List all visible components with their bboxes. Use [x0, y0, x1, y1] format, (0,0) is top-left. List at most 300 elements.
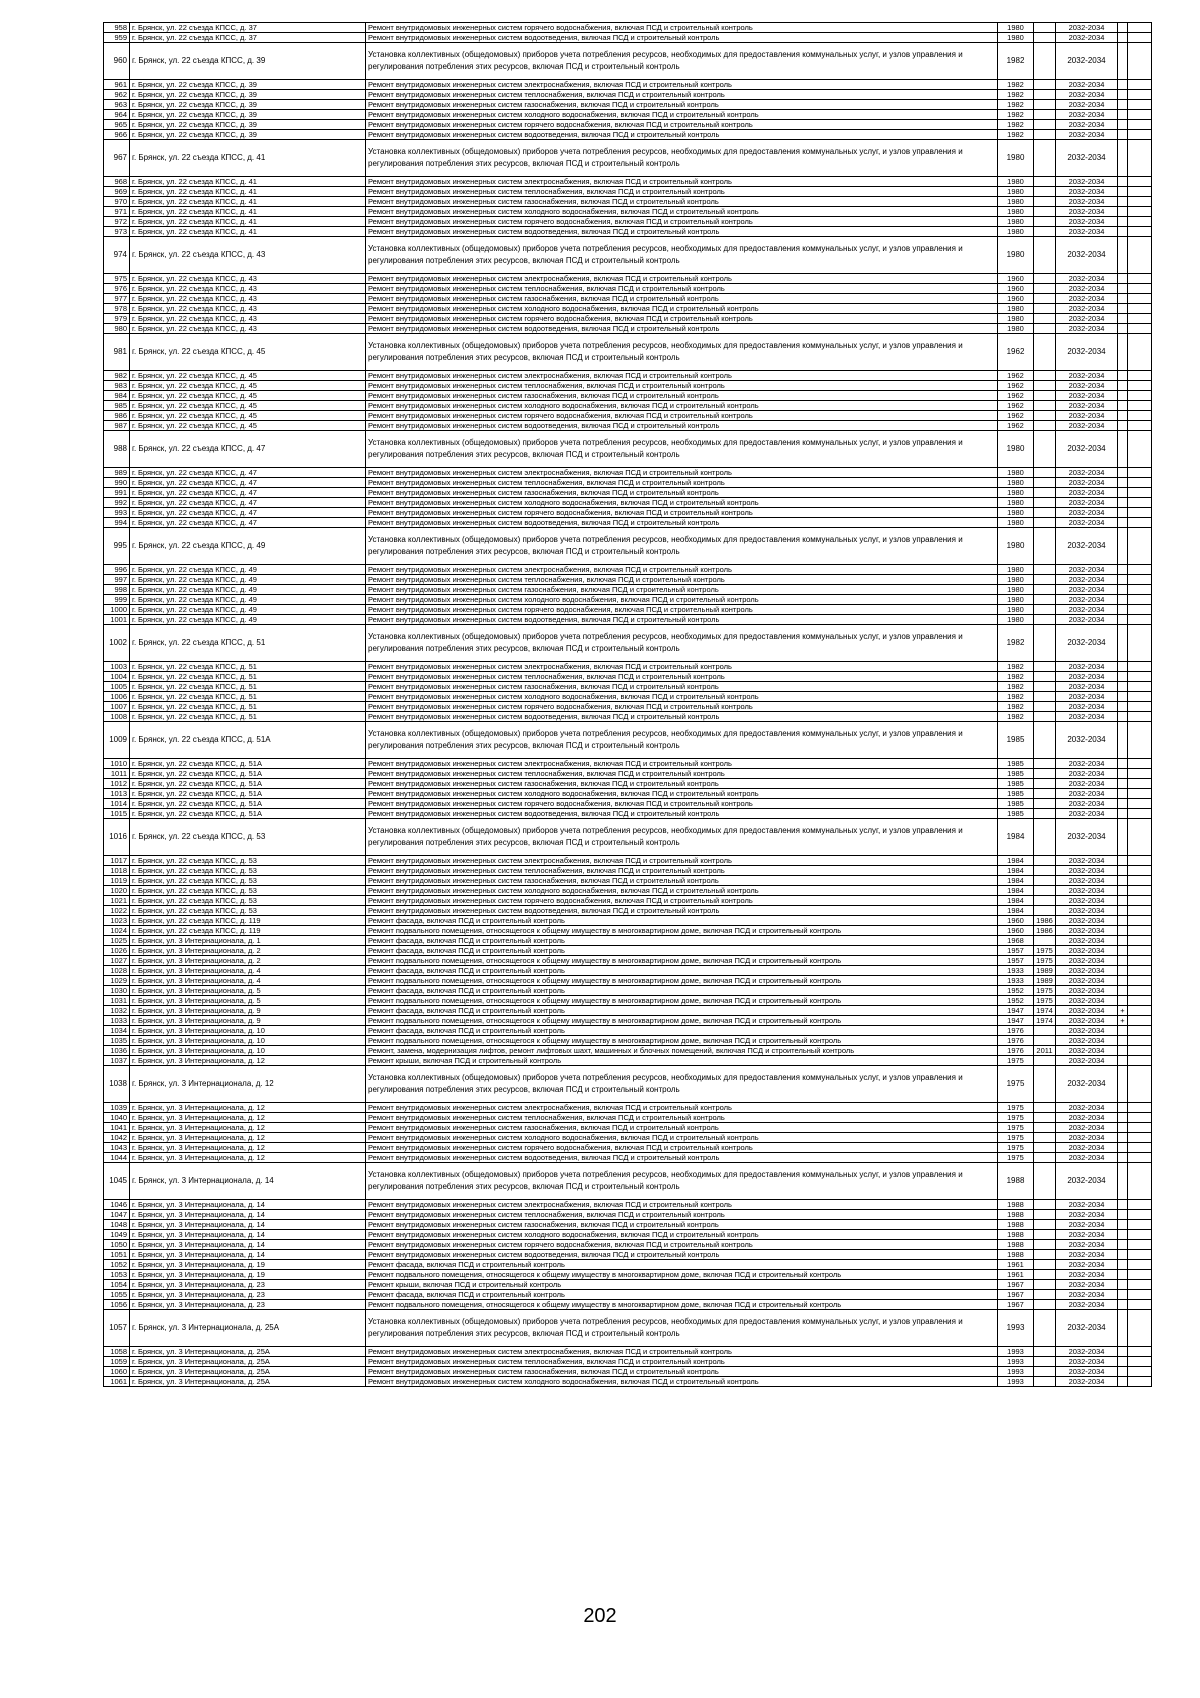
empty-cell — [1128, 294, 1152, 304]
row-number: 971 — [104, 207, 130, 217]
planned-period-cell: 2032-2034 — [1056, 1200, 1118, 1210]
address-cell: г. Брянск, ул. 22 съезда КПСС, д. 39 — [130, 43, 366, 80]
empty-cell — [1128, 876, 1152, 886]
flag-cell — [1118, 565, 1128, 575]
planned-period-cell: 2032-2034 — [1056, 478, 1118, 488]
empty-cell — [1128, 1103, 1152, 1113]
flag-cell — [1118, 314, 1128, 324]
row-number: 1009 — [104, 722, 130, 759]
flag-cell — [1118, 986, 1128, 996]
work-type-cell: Ремонт внутридомовых инженерных систем газоснабжения, включая ПСД и строительный контроль — [366, 1123, 998, 1133]
planned-period-cell: 2032-2034 — [1056, 1250, 1118, 1260]
planned-period-cell: 2032-2034 — [1056, 1220, 1118, 1230]
flag-cell — [1118, 1026, 1128, 1036]
address-cell: г. Брянск, ул. 3 Интернационала, д. 14 — [130, 1220, 366, 1230]
last-repair-year-cell — [1034, 886, 1056, 896]
build-year-cell: 1982 — [998, 43, 1034, 80]
last-repair-year-cell — [1034, 1250, 1056, 1260]
build-year-cell: 1993 — [998, 1357, 1034, 1367]
table-row — [104, 1200, 1152, 1210]
table-row — [104, 237, 1152, 274]
address-cell: г. Брянск, ул. 22 съезда КПСС, д. 47 — [130, 498, 366, 508]
empty-cell — [1128, 274, 1152, 284]
address-cell: г. Брянск, ул. 22 съезда КПСС, д. 45 — [130, 401, 366, 411]
flag-cell — [1118, 478, 1128, 488]
table-row — [104, 468, 1152, 478]
flag-cell — [1118, 1046, 1128, 1056]
address-cell: г. Брянск, ул. 22 съезда КПСС, д. 39 — [130, 80, 366, 90]
flag-cell — [1118, 976, 1128, 986]
planned-period-cell: 2032-2034 — [1056, 876, 1118, 886]
address-cell: г. Брянск, ул. 22 съезда КПСС, д. 41 — [130, 197, 366, 207]
last-repair-year-cell — [1034, 314, 1056, 324]
address-cell: г. Брянск, ул. 3 Интернационала, д. 25А — [130, 1347, 366, 1357]
work-type-cell: Ремонт внутридомовых инженерных систем холодного водоснабжения, включая ПСД и строительный контроль — [366, 789, 998, 799]
address-cell: г. Брянск, ул. 3 Интернационала, д. 19 — [130, 1260, 366, 1270]
empty-cell — [1128, 1280, 1152, 1290]
table-row — [104, 304, 1152, 314]
empty-cell — [1128, 789, 1152, 799]
flag-cell — [1118, 1113, 1128, 1123]
planned-period-cell: 2032-2034 — [1056, 625, 1118, 662]
empty-cell — [1128, 1006, 1152, 1016]
empty-cell — [1128, 662, 1152, 672]
address-cell: г. Брянск, ул. 22 съезда КПСС, д. 43 — [130, 314, 366, 324]
table-row — [104, 207, 1152, 217]
last-repair-year-cell: 1974 — [1034, 1016, 1056, 1026]
build-year-cell: 1980 — [998, 615, 1034, 625]
flag-cell — [1118, 595, 1128, 605]
table-row — [104, 528, 1152, 565]
work-type-cell: Ремонт внутридомовых инженерных систем горячего водоснабжения, включая ПСД и строительный контроль — [366, 1143, 998, 1153]
table-row — [104, 197, 1152, 207]
address-cell: г. Брянск, ул. 22 съезда КПСС, д. 49 — [130, 565, 366, 575]
empty-cell — [1128, 1046, 1152, 1056]
work-type-cell: Установка коллективных (общедомовых) приборов учета потребления ресурсов, необходимых для предоставления коммунальных услуг, и узлов управления и регулирования потребления этих ресурсов, включая ПСД и строительный контроль — [366, 1163, 998, 1200]
table-row — [104, 585, 1152, 595]
address-cell: г. Брянск, ул. 3 Интернационала, д. 12 — [130, 1113, 366, 1123]
address-cell: г. Брянск, ул. 22 съезда КПСС, д. 49 — [130, 615, 366, 625]
planned-period-cell: 2032-2034 — [1056, 421, 1118, 431]
build-year-cell: 1980 — [998, 518, 1034, 528]
planned-period-cell: 2032-2034 — [1056, 799, 1118, 809]
row-number: 1014 — [104, 799, 130, 809]
row-number: 963 — [104, 100, 130, 110]
planned-period-cell: 2032-2034 — [1056, 866, 1118, 876]
address-cell: г. Брянск, ул. 22 съезда КПСС, д. 39 — [130, 110, 366, 120]
build-year-cell: 1985 — [998, 779, 1034, 789]
table-row — [104, 672, 1152, 682]
planned-period-cell: 2032-2034 — [1056, 1310, 1118, 1347]
work-type-cell: Ремонт внутридомовых инженерных систем холодного водоснабжения, включая ПСД и строительный контроль — [366, 207, 998, 217]
empty-cell — [1128, 886, 1152, 896]
row-number: 1049 — [104, 1230, 130, 1240]
last-repair-year-cell — [1034, 759, 1056, 769]
empty-cell — [1128, 956, 1152, 966]
row-number: 1041 — [104, 1123, 130, 1133]
row-number: 1044 — [104, 1153, 130, 1163]
work-type-cell: Ремонт внутридомовых инженерных систем водоотведения, включая ПСД и строительный контроль — [366, 33, 998, 43]
flag-cell — [1118, 294, 1128, 304]
row-number: 1045 — [104, 1163, 130, 1200]
empty-cell — [1128, 1113, 1152, 1123]
work-type-cell: Ремонт, замена, модернизация лифтов, ремонт лифтовых шахт, машинных и блочных помещений, включая ПСД и строительный контроль — [366, 1046, 998, 1056]
row-number: 1031 — [104, 996, 130, 1006]
flag-cell — [1118, 1103, 1128, 1113]
work-type-cell: Ремонт внутридомовых инженерных систем холодного водоснабжения, включая ПСД и строительный контроль — [366, 110, 998, 120]
planned-period-cell: 2032-2034 — [1056, 274, 1118, 284]
table-row — [104, 90, 1152, 100]
build-year-cell: 1985 — [998, 759, 1034, 769]
empty-cell — [1128, 866, 1152, 876]
flag-cell — [1118, 916, 1128, 926]
table-row — [104, 799, 1152, 809]
flag-cell — [1118, 779, 1128, 789]
empty-cell — [1128, 33, 1152, 43]
address-cell: г. Брянск, ул. 22 съезда КПСС, д. 41 — [130, 207, 366, 217]
row-number: 1006 — [104, 692, 130, 702]
build-year-cell: 1980 — [998, 237, 1034, 274]
table-row — [104, 187, 1152, 197]
planned-period-cell: 2032-2034 — [1056, 886, 1118, 896]
work-type-cell: Ремонт внутридомовых инженерных систем теплоснабжения, включая ПСД и строительный контроль — [366, 381, 998, 391]
work-type-cell: Ремонт подвального помещения, относящегося к общему имуществу в многоквартирном доме, включая ПСД и строительный контроль — [366, 956, 998, 966]
table-row — [104, 43, 1152, 80]
row-number: 982 — [104, 371, 130, 381]
empty-cell — [1128, 799, 1152, 809]
build-year-cell: 1988 — [998, 1250, 1034, 1260]
empty-cell — [1128, 207, 1152, 217]
address-cell: г. Брянск, ул. 22 съезда КПСС, д. 53 — [130, 856, 366, 866]
empty-cell — [1128, 759, 1152, 769]
build-year-cell: 1985 — [998, 769, 1034, 779]
last-repair-year-cell — [1034, 391, 1056, 401]
table-row — [104, 421, 1152, 431]
build-year-cell: 1975 — [998, 1103, 1034, 1113]
empty-cell — [1128, 595, 1152, 605]
planned-period-cell: 2032-2034 — [1056, 227, 1118, 237]
table-row — [104, 1377, 1152, 1387]
last-repair-year-cell — [1034, 1123, 1056, 1133]
last-repair-year-cell — [1034, 80, 1056, 90]
address-cell: г. Брянск, ул. 3 Интернационала, д. 4 — [130, 966, 366, 976]
build-year-cell: 1980 — [998, 304, 1034, 314]
address-cell: г. Брянск, ул. 22 съезда КПСС, д. 51 — [130, 712, 366, 722]
row-number: 1015 — [104, 809, 130, 819]
empty-cell — [1128, 1066, 1152, 1103]
flag-cell — [1118, 886, 1128, 896]
last-repair-year-cell — [1034, 431, 1056, 468]
address-cell: г. Брянск, ул. 3 Интернационала, д. 14 — [130, 1163, 366, 1200]
table-row — [104, 615, 1152, 625]
row-number: 1055 — [104, 1290, 130, 1300]
last-repair-year-cell: 1986 — [1034, 916, 1056, 926]
planned-period-cell: 2032-2034 — [1056, 896, 1118, 906]
row-number: 1039 — [104, 1103, 130, 1113]
build-year-cell: 1960 — [998, 294, 1034, 304]
table-row — [104, 1163, 1152, 1200]
row-number: 1051 — [104, 1250, 130, 1260]
build-year-cell: 1975 — [998, 1153, 1034, 1163]
row-number: 1016 — [104, 819, 130, 856]
last-repair-year-cell — [1034, 615, 1056, 625]
address-cell: г. Брянск, ул. 3 Интернационала, д. 12 — [130, 1066, 366, 1103]
table-row — [104, 431, 1152, 468]
planned-period-cell: 2032-2034 — [1056, 1113, 1118, 1123]
address-cell: г. Брянск, ул. 3 Интернационала, д. 10 — [130, 1026, 366, 1036]
build-year-cell: 1993 — [998, 1367, 1034, 1377]
table-row — [104, 314, 1152, 324]
build-year-cell: 1982 — [998, 692, 1034, 702]
table-row — [104, 575, 1152, 585]
work-type-cell: Ремонт внутридомовых инженерных систем газоснабжения, включая ПСД и строительный контроль — [366, 294, 998, 304]
last-repair-year-cell: 1986 — [1034, 926, 1056, 936]
empty-cell — [1128, 324, 1152, 334]
flag-cell — [1118, 304, 1128, 314]
build-year-cell: 1962 — [998, 421, 1034, 431]
planned-period-cell: 2032-2034 — [1056, 585, 1118, 595]
last-repair-year-cell — [1034, 1270, 1056, 1280]
table-row — [104, 722, 1152, 759]
address-cell: г. Брянск, ул. 3 Интернационала, д. 14 — [130, 1250, 366, 1260]
address-cell: г. Брянск, ул. 22 съезда КПСС, д. 53 — [130, 819, 366, 856]
row-number: 999 — [104, 595, 130, 605]
work-type-cell: Ремонт внутридомовых инженерных систем электроснабжения, включая ПСД и строительный контроль — [366, 1200, 998, 1210]
empty-cell — [1128, 187, 1152, 197]
last-repair-year-cell — [1034, 1347, 1056, 1357]
address-cell: г. Брянск, ул. 22 съезда КПСС, д. 45 — [130, 371, 366, 381]
planned-period-cell: 2032-2034 — [1056, 488, 1118, 498]
row-number: 1023 — [104, 916, 130, 926]
table-row — [104, 1270, 1152, 1280]
table-row — [104, 391, 1152, 401]
work-type-cell: Ремонт внутридомовых инженерных систем газоснабжения, включая ПСД и строительный контроль — [366, 488, 998, 498]
row-number: 979 — [104, 314, 130, 324]
empty-cell — [1128, 722, 1152, 759]
flag-cell — [1118, 682, 1128, 692]
address-cell: г. Брянск, ул. 22 съезда КПСС, д. 51А — [130, 809, 366, 819]
last-repair-year-cell — [1034, 1357, 1056, 1367]
last-repair-year-cell — [1034, 421, 1056, 431]
planned-period-cell: 2032-2034 — [1056, 956, 1118, 966]
build-year-cell: 1982 — [998, 625, 1034, 662]
table-row — [104, 401, 1152, 411]
row-number: 961 — [104, 80, 130, 90]
row-number: 1005 — [104, 682, 130, 692]
row-number: 983 — [104, 381, 130, 391]
build-year-cell: 1980 — [998, 140, 1034, 177]
address-cell: г. Брянск, ул. 22 съезда КПСС, д. 41 — [130, 187, 366, 197]
address-cell: г. Брянск, ул. 3 Интернационала, д. 9 — [130, 1006, 366, 1016]
table-row — [104, 33, 1152, 43]
empty-cell — [1128, 769, 1152, 779]
row-number: 1024 — [104, 926, 130, 936]
planned-period-cell: 2032-2034 — [1056, 1377, 1118, 1387]
empty-cell — [1128, 672, 1152, 682]
row-number: 1059 — [104, 1357, 130, 1367]
empty-cell — [1128, 1300, 1152, 1310]
address-cell: г. Брянск, ул. 3 Интернационала, д. 12 — [130, 1133, 366, 1143]
address-cell: г. Брянск, ул. 22 съезда КПСС, д. 45 — [130, 421, 366, 431]
row-number: 987 — [104, 421, 130, 431]
address-cell: г. Брянск, ул. 22 съезда КПСС, д. 41 — [130, 217, 366, 227]
flag-cell — [1118, 401, 1128, 411]
table-row — [104, 565, 1152, 575]
work-type-cell: Ремонт внутридомовых инженерных систем теплоснабжения, включая ПСД и строительный контроль — [366, 866, 998, 876]
flag-cell — [1118, 1230, 1128, 1240]
row-number: 992 — [104, 498, 130, 508]
last-repair-year-cell — [1034, 498, 1056, 508]
address-cell: г. Брянск, ул. 22 съезда КПСС, д. 43 — [130, 237, 366, 274]
empty-cell — [1128, 926, 1152, 936]
row-number: 1050 — [104, 1240, 130, 1250]
work-type-cell: Ремонт внутридомовых инженерных систем электроснабжения, включая ПСД и строительный контроль — [366, 274, 998, 284]
planned-period-cell: 2032-2034 — [1056, 120, 1118, 130]
flag-cell — [1118, 498, 1128, 508]
flag-cell — [1118, 1066, 1128, 1103]
empty-cell — [1128, 1260, 1152, 1270]
last-repair-year-cell — [1034, 575, 1056, 585]
address-cell: г. Брянск, ул. 3 Интернационала, д. 5 — [130, 986, 366, 996]
last-repair-year-cell — [1034, 110, 1056, 120]
work-type-cell: Ремонт внутридомовых инженерных систем теплоснабжения, включая ПСД и строительный контроль — [366, 1357, 998, 1367]
flag-cell — [1118, 1240, 1128, 1250]
planned-period-cell: 2032-2034 — [1056, 33, 1118, 43]
work-type-cell: Ремонт внутридомовых инженерных систем теплоснабжения, включая ПСД и строительный контроль — [366, 1210, 998, 1220]
flag-cell — [1118, 1357, 1128, 1367]
last-repair-year-cell — [1034, 1200, 1056, 1210]
address-cell: г. Брянск, ул. 22 съезда КПСС, д. 51А — [130, 722, 366, 759]
flag-cell — [1118, 605, 1128, 615]
build-year-cell: 1962 — [998, 381, 1034, 391]
row-number: 984 — [104, 391, 130, 401]
last-repair-year-cell — [1034, 1143, 1056, 1153]
last-repair-year-cell — [1034, 207, 1056, 217]
flag-cell — [1118, 799, 1128, 809]
flag-cell — [1118, 421, 1128, 431]
empty-cell — [1128, 1200, 1152, 1210]
build-year-cell: 1988 — [998, 1163, 1034, 1200]
row-number: 975 — [104, 274, 130, 284]
row-number: 1034 — [104, 1026, 130, 1036]
empty-cell — [1128, 1163, 1152, 1200]
planned-period-cell: 2032-2034 — [1056, 672, 1118, 682]
address-cell: г. Брянск, ул. 22 съезда КПСС, д. 51 — [130, 682, 366, 692]
table-row — [104, 966, 1152, 976]
last-repair-year-cell — [1034, 187, 1056, 197]
planned-period-cell: 2032-2034 — [1056, 1270, 1118, 1280]
row-number: 1052 — [104, 1260, 130, 1270]
row-number: 1026 — [104, 946, 130, 956]
flag-cell — [1118, 956, 1128, 966]
planned-period-cell: 2032-2034 — [1056, 401, 1118, 411]
work-type-cell: Ремонт внутридомовых инженерных систем горячего водоснабжения, включая ПСД и строительный контроль — [366, 702, 998, 712]
row-number: 1018 — [104, 866, 130, 876]
table-row — [104, 498, 1152, 508]
planned-period-cell: 2032-2034 — [1056, 237, 1118, 274]
build-year-cell: 1980 — [998, 508, 1034, 518]
table-row — [104, 1113, 1152, 1123]
build-year-cell: 1967 — [998, 1280, 1034, 1290]
work-type-cell: Ремонт внутридомовых инженерных систем горячего водоснабжения, включая ПСД и строительный контроль — [366, 799, 998, 809]
work-type-cell: Ремонт подвального помещения, относящегося к общему имуществу в многоквартирном доме, включая ПСД и строительный контроль — [366, 976, 998, 986]
flag-cell — [1118, 789, 1128, 799]
build-year-cell: 1962 — [998, 371, 1034, 381]
empty-cell — [1128, 177, 1152, 187]
planned-period-cell: 2032-2034 — [1056, 23, 1118, 33]
table-row — [104, 411, 1152, 421]
planned-period-cell: 2032-2034 — [1056, 1133, 1118, 1143]
row-number: 1038 — [104, 1066, 130, 1103]
row-number: 1042 — [104, 1133, 130, 1143]
last-repair-year-cell — [1034, 896, 1056, 906]
build-year-cell: 1960 — [998, 926, 1034, 936]
row-number: 962 — [104, 90, 130, 100]
address-cell: г. Брянск, ул. 22 съезда КПСС, д. 53 — [130, 906, 366, 916]
work-type-cell: Ремонт внутридомовых инженерных систем горячего водоснабжения, включая ПСД и строительный контроль — [366, 508, 998, 518]
table-row — [104, 789, 1152, 799]
planned-period-cell: 2032-2034 — [1056, 722, 1118, 759]
work-type-cell: Установка коллективных (общедомовых) приборов учета потребления ресурсов, необходимых для предоставления коммунальных услуг, и узлов управления и регулирования потребления этих ресурсов, включая ПСД и строительный контроль — [366, 1066, 998, 1103]
flag-cell — [1118, 926, 1128, 936]
empty-cell — [1128, 237, 1152, 274]
row-number: 1037 — [104, 1056, 130, 1066]
work-type-cell: Установка коллективных (общедомовых) приборов учета потребления ресурсов, необходимых для предоставления коммунальных услуг, и узлов управления и регулирования потребления этих ресурсов, включая ПСД и строительный контроль — [366, 140, 998, 177]
row-number: 1020 — [104, 886, 130, 896]
build-year-cell: 1947 — [998, 1006, 1034, 1016]
build-year-cell: 1984 — [998, 819, 1034, 856]
flag-cell — [1118, 615, 1128, 625]
build-year-cell: 1962 — [998, 391, 1034, 401]
last-repair-year-cell — [1034, 237, 1056, 274]
last-repair-year-cell — [1034, 371, 1056, 381]
last-repair-year-cell — [1034, 856, 1056, 866]
build-year-cell: 1993 — [998, 1347, 1034, 1357]
row-number: 1017 — [104, 856, 130, 866]
build-year-cell: 1975 — [998, 1143, 1034, 1153]
work-type-cell: Ремонт внутридомовых инженерных систем газоснабжения, включая ПСД и строительный контроль — [366, 585, 998, 595]
planned-period-cell: 2032-2034 — [1056, 207, 1118, 217]
empty-cell — [1128, 528, 1152, 565]
build-year-cell: 1957 — [998, 946, 1034, 956]
row-number: 1012 — [104, 779, 130, 789]
flag-cell — [1118, 33, 1128, 43]
work-type-cell: Ремонт внутридомовых инженерных систем горячего водоснабжения, включая ПСД и строительный контроль — [366, 217, 998, 227]
empty-cell — [1128, 1123, 1152, 1133]
last-repair-year-cell: 1975 — [1034, 946, 1056, 956]
work-type-cell: Ремонт внутридомовых инженерных систем холодного водоснабжения, включая ПСД и строительный контроль — [366, 1133, 998, 1143]
planned-period-cell: 2032-2034 — [1056, 314, 1118, 324]
build-year-cell: 1980 — [998, 187, 1034, 197]
work-type-cell: Ремонт внутридомовых инженерных систем водоотведения, включая ПСД и строительный контроль — [366, 518, 998, 528]
last-repair-year-cell — [1034, 478, 1056, 488]
build-year-cell: 1933 — [998, 966, 1034, 976]
table-row — [104, 926, 1152, 936]
address-cell: г. Брянск, ул. 3 Интернационала, д. 25А — [130, 1357, 366, 1367]
last-repair-year-cell — [1034, 1290, 1056, 1300]
address-cell: г. Брянск, ул. 3 Интернационала, д. 23 — [130, 1290, 366, 1300]
planned-period-cell: 2032-2034 — [1056, 508, 1118, 518]
row-number: 1058 — [104, 1347, 130, 1357]
build-year-cell: 1967 — [998, 1290, 1034, 1300]
address-cell: г. Брянск, ул. 3 Интернационала, д. 23 — [130, 1300, 366, 1310]
row-number: 973 — [104, 227, 130, 237]
table-row — [104, 80, 1152, 90]
flag-cell — [1118, 187, 1128, 197]
flag-cell — [1118, 906, 1128, 916]
work-type-cell: Ремонт фасада, включая ПСД и строительный контроль — [366, 916, 998, 926]
last-repair-year-cell — [1034, 1310, 1056, 1347]
